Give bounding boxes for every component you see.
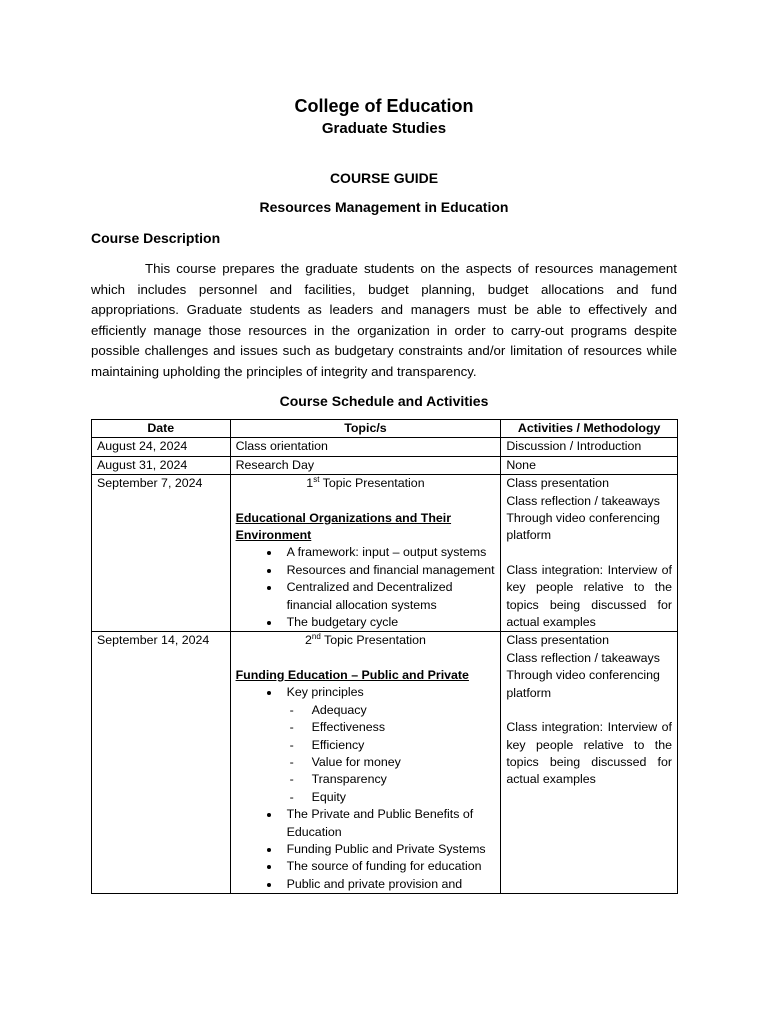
doc-type-title: COURSE GUIDE — [329, 170, 439, 186]
activity-cell — [501, 632, 678, 894]
list-item: • Public and private provision and — [281, 876, 496, 893]
activity-line: Class reflection / takeaways — [506, 493, 660, 508]
list-item: • The budgetary cycle — [281, 614, 496, 631]
table-row — [92, 632, 678, 894]
column-header-activities: Activities / Methodology — [501, 420, 678, 438]
spacer — [506, 545, 672, 562]
table-row — [92, 456, 678, 474]
activity-cell: Discussion / Introduction — [501, 438, 678, 456]
course-description-text: This course prepares the graduate students on the aspects of resources management which includes personnel and facilities, budget planning, budget allocations and fund appropriations. Graduate students as leaders and managers must be able to effectively and efficiently manage those resources in the organization in order to carry-out programs despite possible challenges and issues such as budgetary constraints and/or limitation of resources while maintaining upholding the principles of integrity and transparency. — [91, 261, 677, 379]
activity-line: Class presentation — [506, 633, 609, 648]
column-header-topic: Topic/s — [230, 420, 501, 438]
sub-item-list — [287, 702, 496, 806]
division-title: Graduate Studies — [321, 120, 447, 137]
list-item: • Resources and financial management — [281, 562, 496, 579]
sub-list-item: - Effectiveness — [312, 719, 496, 736]
list-item: • The source of funding for education — [281, 858, 496, 875]
activity-line: Through video conferencing platform — [506, 668, 660, 700]
activity-cell: None — [501, 456, 678, 474]
activity-line: Class reflection / takeaways — [506, 650, 660, 665]
presentation-label: 1st Topic Presentation — [306, 475, 425, 491]
topic-title: Educational Organizations and Their Environment — [235, 510, 452, 543]
list-item: • A framework: input – output systems — [281, 544, 496, 561]
schedule-heading: Course Schedule and Activities — [279, 393, 489, 409]
sub-list-item: - Equity — [312, 789, 496, 806]
topic-cell: Research Day — [230, 456, 501, 474]
sub-list-item: - Efficiency — [312, 737, 496, 754]
date-cell: September 14, 2024 — [92, 632, 231, 894]
topic-cell — [230, 632, 501, 894]
activity-line: Through video conferencing platform — [506, 511, 660, 543]
class-integration-text: Class integration: Interview of key people relative to the topics being discussed for actual examples — [506, 720, 672, 787]
topic-cell — [230, 475, 501, 632]
table-row — [92, 475, 678, 632]
sub-list-item: - Transparency — [312, 771, 496, 788]
list-item: • Funding Public and Private Systems — [281, 841, 496, 858]
course-description-heading: Course Description — [91, 230, 221, 246]
list-item: • Centralized and Decentralized financial allocation systems — [281, 579, 496, 614]
topic-bullet-list — [236, 544, 496, 631]
sub-list-item: - Value for money — [312, 754, 496, 771]
sub-list-item: - Adequacy — [312, 702, 496, 719]
date-cell: August 24, 2024 — [92, 438, 231, 456]
table-header-row — [92, 420, 678, 438]
list-item: • Key principles - Adequacy - Effectiveness - Efficiency - Value for money - Transparency - Equity — [281, 684, 496, 806]
activity-line: Class presentation — [506, 476, 609, 491]
class-integration-text: Class integration: Interview of key people relative to the topics being discussed for actual examples — [506, 562, 672, 630]
college-title: College of Education — [294, 96, 474, 116]
column-header-date: Date — [92, 420, 231, 438]
activity-cell — [501, 475, 678, 632]
topic-cell: Class orientation — [230, 438, 501, 456]
course-title: Resources Management in Education — [259, 199, 509, 215]
table-row — [92, 438, 678, 456]
schedule-table — [91, 419, 678, 894]
spacer — [506, 702, 672, 719]
presentation-label: 2nd Topic Presentation — [304, 632, 426, 648]
topic-bullet-list — [236, 684, 496, 893]
document-page — [91, 95, 677, 894]
date-cell: August 31, 2024 — [92, 456, 231, 474]
list-item: • The Private and Public Benefits of Education — [281, 806, 496, 841]
date-cell: September 7, 2024 — [92, 475, 231, 632]
topic-title: Funding Education – Public and Private — [235, 667, 469, 682]
